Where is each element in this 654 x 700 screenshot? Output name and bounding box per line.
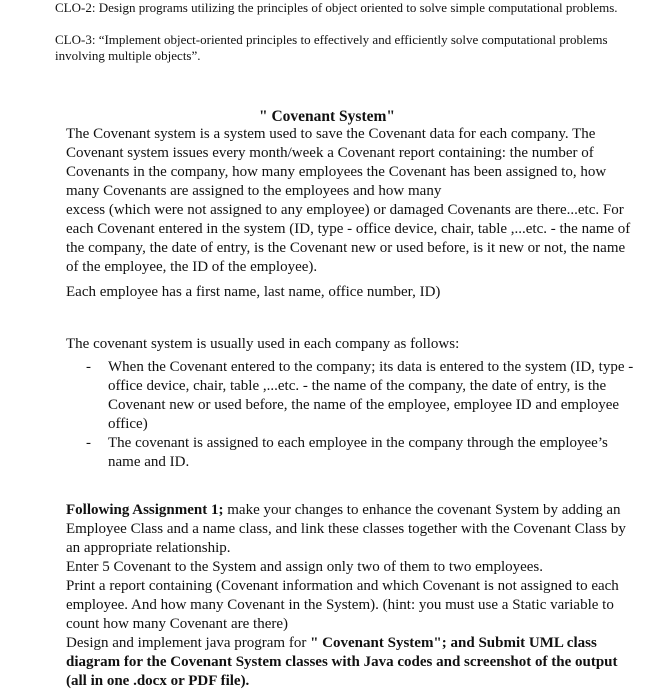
- clo-3-statement: CLO-3: “Implement object-oriented principles to effectively and efficiently solve computational problems involving multiple objects”.: [55, 32, 608, 63]
- usage-intro: The covenant system is usually used in each company as follows:: [66, 336, 460, 352]
- employee-attributes: Each employee has a first name, last name, office number, ID): [66, 284, 441, 300]
- assignment-design: Design and implement java program for: [66, 635, 311, 651]
- bullet-dash: -: [86, 435, 91, 451]
- bullet-dash: -: [86, 359, 91, 375]
- list-item: [86, 434, 636, 472]
- list-item: [86, 358, 636, 434]
- document-title: " Covenant System": [258, 108, 396, 125]
- document-body: [66, 125, 636, 691]
- list-item-text: When the Covenant entered to the company; its data is entered to the system (ID, type - office device, chair, table ,...etc. - the name of the company, the date of entry, is the Covenant new or used before, the name of the employee, employee ID and employee office): [108, 359, 634, 432]
- assignment-lead: Following Assignment 1;: [66, 502, 224, 518]
- usage-list: [86, 358, 636, 472]
- assignment-section: [66, 501, 636, 691]
- intro-paragraph-continued: excess (which were not assigned to any employee) or damaged Covenants are there...etc. For each Covenant entered in the system (ID, type - office device, chair, table ,...etc. - the name of the company, the date of entry, is the Covenant new or used before, is it new or not, the name of the employee, the ID of the employee).: [66, 202, 631, 275]
- intro-paragraph: The Covenant system is a system used to save the Covenant data for each company. The Covenant system issues every month/week a Covenant report containing: the number of Covenants in the company, how many employees the Covenant has been assigned to, how many Covenants are assigned to the employees and how many: [66, 126, 607, 199]
- assignment-lead-rest: make your changes to enhance the covenant System by adding an Employee Class and a name class, and link these classes together with the Covenant Class by an appropriate relationship.: [66, 502, 626, 556]
- assignment-print: Print a report containing (Covenant information and which Covenant is not assigned to each employee. And how many Covenant in the System). (hint: you must use a Static variable to count how many Covenant are there): [66, 578, 619, 632]
- clo-2-statement: CLO-2: Design programs utilizing the principles of object oriented to solve simple computational problems.: [55, 0, 618, 15]
- assignment-enter: Enter 5 Covenant to the System and assign only two of them to two employees.: [66, 559, 544, 575]
- list-item-text: The covenant is assigned to each employee in the company through the employee’s name and ID.: [108, 435, 608, 470]
- assignment-design-bold: " Covenant System"; and Submit UML class diagram for the Covenant System classes with Java codes and screenshot of the output (all in one .docx or PDF file).: [66, 635, 618, 689]
